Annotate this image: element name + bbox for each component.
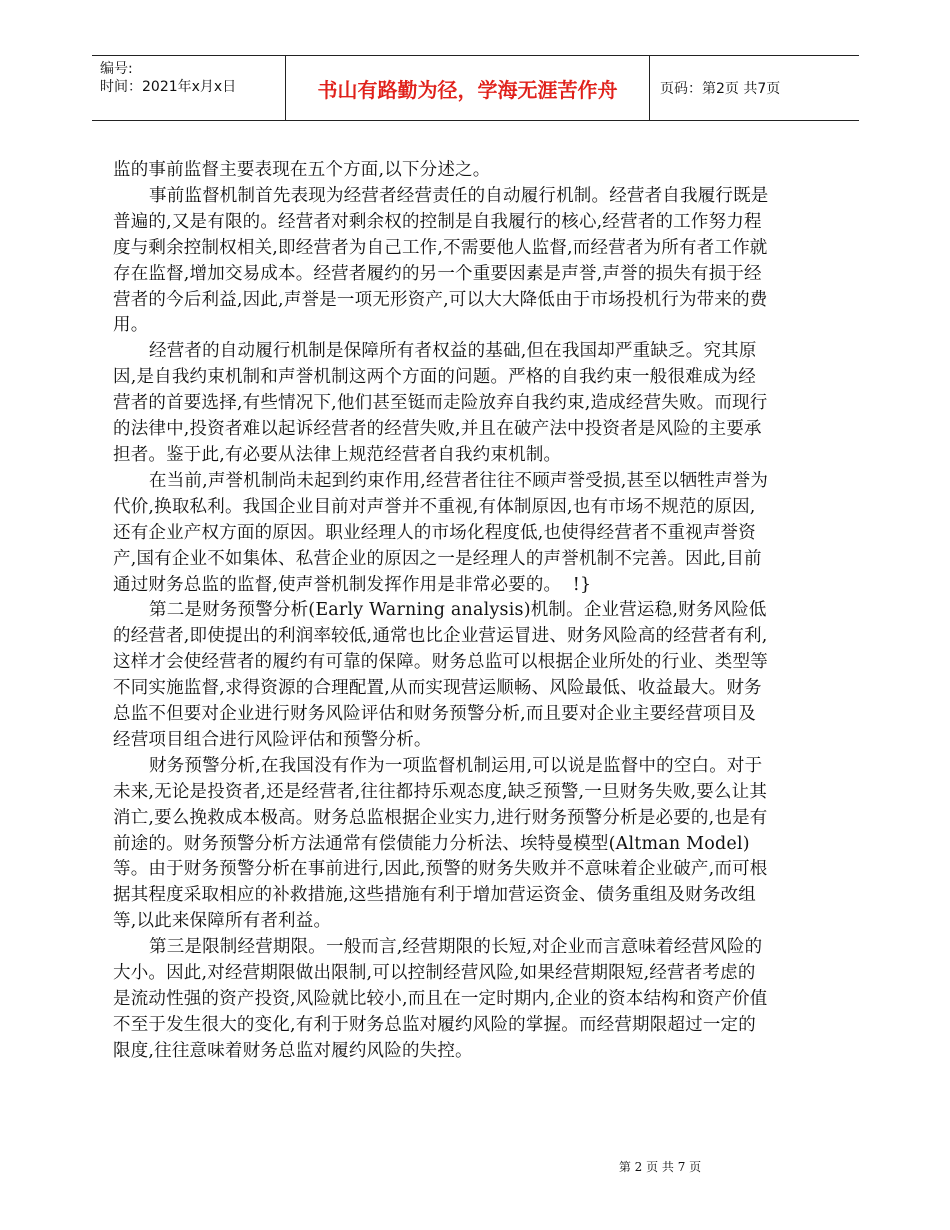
header-page-info: 页码：第2页 共7页 bbox=[660, 81, 781, 97]
page-footer: 第 2 页 共 7 页 bbox=[618, 1160, 702, 1174]
document-body bbox=[113, 158, 773, 1065]
header-motto: 书山有路勤为径，学海无涯苦作舟 bbox=[286, 56, 650, 120]
header-meta bbox=[92, 56, 286, 120]
paragraph: 在当前,声誉机制尚未起到约束作用,经营者往往不顾声誉受损,甚至以牺牲声誉为代价,换取私利。我国企业目前对声誉并不重视,有体制原因,也有市场不规范的原因,还有企业产权方面的原因。职业经理人的市场化程度低,也使得经营者不重视声誉资产,国有企业不如集体、私营企业的原因之一是经理人的声誉机制不完善。因此,目前通过财务总监的监督,使声誉机制发挥作用是非常必要的。 !} bbox=[113, 470, 769, 595]
paragraph: 经营者的自动履行机制是保障所有者权益的基础,但在我国却严重缺乏。究其原因,是自我约束机制和声誉机制这两个方面的问题。严格的自我约束一般很难成为经营者的首要选择,有些情况下,他们甚至铤而走险放弃自我约束,造成经营失败。而现行的法律中,投资者难以起诉经营者的经营失败,并且在破产法中投资者是风险的主要承担者。鉴于此,有必要从法律上规范经营者自我约束机制。 bbox=[113, 341, 768, 465]
paragraph-continuation: 监的事前监督主要表现在五个方面,以下分述之。 bbox=[113, 160, 491, 180]
paragraph: 第二是财务预警分析(Early Warning analysis)机制。企业营运稳,财务风险低的经营者,即使提出的利润率较低,通常也比企业营运冒进、财务风险高的经营者有利,这样才会使经营者的履约有可靠的保障。财务总监可以根据企业所处的行业、类型等不同实施监督,求得资源的合理配置,从而实现营运顺畅、风险最低、收益最大。财务总监不但要对企业进行财务风险评估和财务预警分析,而且要对企业主要经营项目及经营项目组合进行风险评估和预警分析。 bbox=[113, 600, 768, 750]
paragraph: 事前监督机制首先表现为经营者经营责任的自动履行机制。经营者自我履行既是普遍的,又是有限的。经营者对剩余权的控制是自我履行的核心,经营者的工作努力程度与剩余控制权相关,即经营者为自己工作,不需要他人监督,而经营者为所有者工作就存在监督,增加交易成本。经营者履约的另一个重要因素是声誉,声誉的损失有损于经营者的今后利益,因此,声誉是一项无形资产,可以大大降低由于市场投机行为带来的费用。 bbox=[113, 185, 769, 336]
paragraph: 第三是限制经营期限。一般而言,经营期限的长短,对企业而言意味着经营风险的大小。因此,对经营期限做出限制,可以控制经营风险,如果经营期限短,经营者考虑的是流动性强的资产投资,风险就比较小,而且在一定时期内,企业的资本结构和资产价值不至于发生很大的变化,有利于财务总监对履约风险的掌握。而经营期限超过一定的限度,往往意味着财务总监对履约风险的失控。 bbox=[113, 937, 768, 1061]
time-label: 时间：2021年x月x日 bbox=[100, 79, 237, 95]
number-label: 编号: bbox=[100, 61, 133, 77]
paragraph: 财务预警分析,在我国没有作为一项监督机制运用,可以说是监督中的空白。对于未来,无论是投资者,还是经营者,往往都持乐观态度,缺乏预警,一旦财务失败,要么让其消亡,要么挽救成本极高。财务总监根据企业实力,进行财务预警分析是必要的,也是有前途的。财务预警分析方法通常有偿债能力分析法、埃特曼模型(Altman Model)等。由于财务预警分析在事前进行,因此,预警的财务失败并不意味着企业破产,而可根据其程度采取相应的补救措施,这些措施有利于增加营运资金、债务重组及财务改组等,以此来保障所有者利益。 bbox=[113, 755, 768, 932]
page-header bbox=[92, 55, 859, 121]
